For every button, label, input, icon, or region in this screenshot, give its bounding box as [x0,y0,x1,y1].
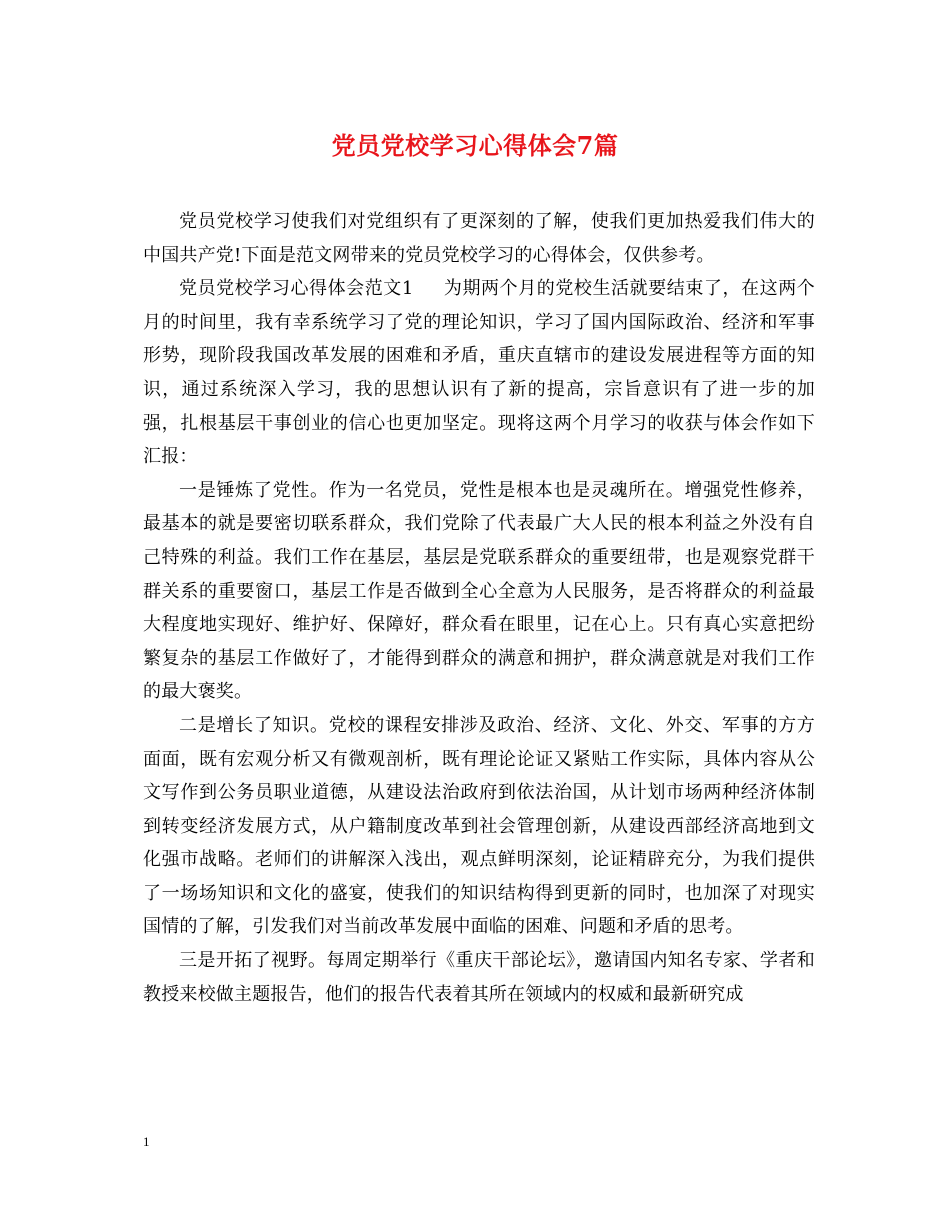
paragraph-knowledge: 二是增长了知识。党校的课程安排涉及政治、经济、文化、外交、军事的方方面面，既有宏观分析又有微观剖析，既有理论论证又紧贴工作实际，具体内容从公文写作到公务员职业道德，从建设法治政府到依法治国，从计划市场两种经济体制到转变经济发展方式，从户籍制度改革到社会管理创新，从建设西部经济高地到文化强市战略。老师们的讲解深入浅出，观点鲜明深刻，论证精辟充分，为我们提供了一场场知识和文化的盛宴，使我们的知识结构得到更新的同时，也加深了对现实国情的了解，引发我们对当前改革发展中面临的困难、问题和矛盾的思考。 [143,714,815,938]
document-title: 党员党校学习心得体会7篇 [331,131,619,160]
sample-heading: 党员党校学习心得体会范文1 [179,278,414,300]
paragraph-intro: 党员党校学习使我们对党组织有了更深刻的了解，使我们更加热爱我们伟大的中国共产党!下面是范文网带来的党员党校学习的心得体会，仅供参考。 [143,211,815,266]
paragraph-vision: 三是开拓了视野。每周定期举行《重庆干部论坛》，邀请国内知名专家、学者和教授来校做主题报告，他们的报告代表着其所在领域内的权威和最新研究成 [143,950,815,1005]
page-number: 1 [143,1134,150,1149]
paragraph-sample-1 [143,272,815,474]
document-body [143,205,815,1011]
paragraph-party-spirit: 一是锤炼了党性。作为一名党员，党性是根本也是灵魂所在。增强党性修养，最基本的就是要密切联系群众，我们党除了代表最广大人民的根本利益之外没有自己特殊的利益。我们工作在基层，基层是党联系群众的重要纽带，也是观察党群干群关系的重要窗口，基层工作是否做到全心全意为人民服务，是否将群众的利益最大程度地实现好、维护好、保障好，群众看在眼里，记在心上。只有真心实意把纷繁复杂的基层工作做好了，才能得到群众的满意和拥护，群众满意就是对我们工作的最大褒奖。 [143,479,815,703]
sample-intro: 为期两个月的党校生活就要结束了，在这两个月的时间里，我有幸系统学习了党的理论知识，学习了国内国际政治、经济和军事形势，现阶段我国改革发展的困难和矛盾，重庆直辖市的建设发展进程等方面的知识，通过系统深入学习，我的思想认识有了新的提高，宗旨意识有了进一步的加强，扎根基层干事创业的信心也更加坚定。现将这两个月学习的收获与体会作如下汇报： [143,278,815,468]
